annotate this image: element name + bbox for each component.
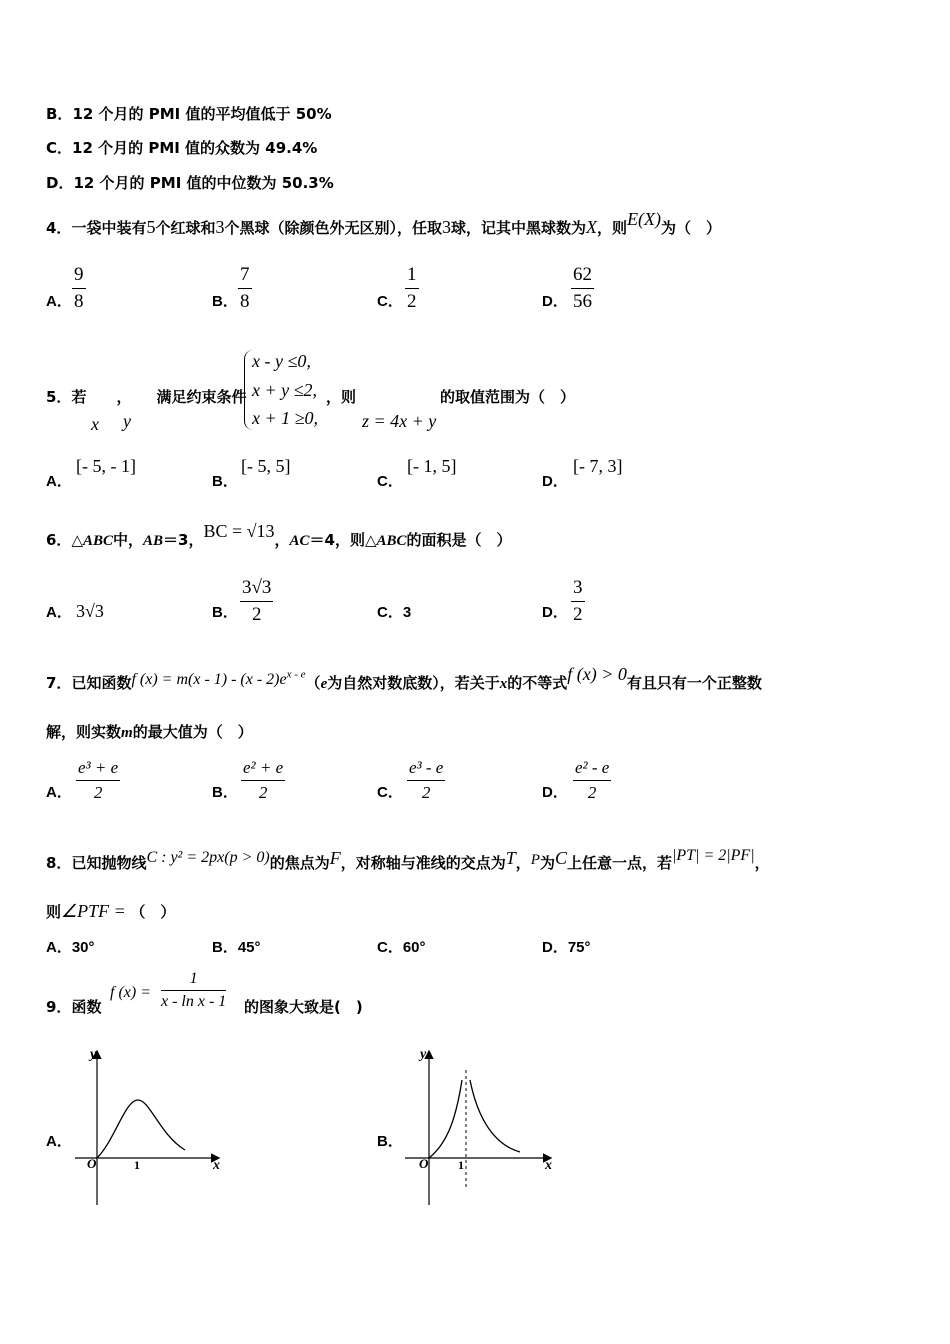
q6-option-d-fraction: 3 2 — [573, 577, 583, 625]
q7-option-a-fraction: e³ + e 2 — [78, 758, 119, 802]
q6-option-a-value: 3√3 — [76, 601, 104, 621]
q9-function-fraction: 1 x - ln x - 1 — [161, 970, 227, 1010]
q6-option-c: C．3 — [377, 604, 412, 621]
q5-var-x: x — [91, 414, 99, 434]
q7-stem-line2: 解，则实数m的最大值为（ ） — [46, 723, 253, 741]
q6-option-d-label: D． — [542, 604, 568, 621]
tick-1-label: 1 — [134, 1158, 140, 1172]
q5-constraint-1: x - y ≤0, — [252, 351, 311, 371]
q8-option-c: C．60° — [377, 939, 426, 956]
origin-label: O — [419, 1156, 429, 1171]
q4-option-d-label: D． — [542, 293, 568, 310]
q5-var-y: y — [123, 411, 131, 431]
graph-a-curve — [97, 1100, 185, 1158]
q4-option-c-label: C． — [377, 293, 403, 310]
q8-option-b: B．45° — [212, 939, 261, 956]
q9-graph-b-label: B． — [377, 1133, 403, 1150]
q7-option-a-label: A． — [46, 784, 72, 801]
q8-stem-line1: 8．已知抛物线C : y² = 2px(p > 0)的焦点为F，对称轴与准线的交点为T，P为C上任意一点，若|PT| = 2|PF|， — [46, 847, 770, 872]
tick-1-label: 1 — [458, 1158, 464, 1172]
q4-option-d-fraction: 62 56 — [573, 264, 592, 312]
q5-option-a-value: [- 5, - 1] — [76, 456, 136, 476]
q7-option-c-fraction: e³ - e 2 — [409, 758, 444, 802]
q5-stem-a: 5．若 ， 满足约束条件 — [46, 388, 247, 406]
q4-option-c-fraction: 1 2 — [407, 264, 417, 312]
q7-option-d-label: D． — [542, 784, 568, 801]
q9-graph-b — [400, 1040, 560, 1210]
q5-option-b-value: [- 5, 5] — [241, 456, 291, 476]
x-label: x — [213, 1158, 220, 1173]
q8-stem-line2: 则∠PTF = （ ） — [46, 901, 176, 921]
q7-stem-line1: 7．已知函数f $(x) = m(x - 1) - (x - 2)e^{x - e}(e$为自然对数底数），若关于x的不等式f (x) > 0有且只有一个正整数 — [46, 664, 762, 692]
q5-constraint-3: x + 1 ≥0, — [252, 408, 319, 428]
q4-option-b-label: B． — [212, 293, 238, 310]
q9-graph-a-label: A． — [46, 1133, 72, 1150]
q3-option-b: B．12 个月的 PMI 值的平均值低于 50% — [46, 105, 332, 123]
q5-option-d-value: [- 7, 3] — [573, 456, 623, 476]
q7-option-d-fraction: e² - e 2 — [575, 758, 610, 802]
graph-b-left-branch — [429, 1080, 462, 1158]
q4-stem: 4．一袋中装有5个红球和3个黑球（除颜色外无区别），任取3球，记其中黑球数为X，则E(X)为（ ） — [46, 209, 722, 237]
y-label: y — [90, 1047, 97, 1062]
y-label: y — [420, 1047, 427, 1062]
q5-then: ，则 — [326, 388, 357, 406]
q5-constraint-2: x + y ≤2, — [252, 380, 318, 400]
q8-option-d: D．75° — [542, 939, 591, 956]
q9-stem-a: 9．函数 — [46, 998, 102, 1016]
q5-option-d: D． — [542, 473, 568, 490]
q6-option-b-fraction: 3√3 2 — [242, 577, 272, 625]
q5-option-c-value: [- 1, 5] — [407, 456, 457, 476]
q6-option-b-label: B． — [212, 604, 238, 621]
q3-option-d: D．12 个月的 PMI 值的中位数为 50.3% — [46, 174, 334, 192]
q5-objective: z = 4x + y — [362, 411, 437, 431]
q3-option-c: C．12 个月的 PMI 值的众数为 49.4% — [46, 139, 318, 157]
q7-option-b-fraction: e² + e 2 — [243, 758, 284, 802]
q5-option-b: B． — [212, 473, 238, 490]
q4-option-b-fraction: 7 8 — [240, 264, 250, 312]
q7-option-b-label: B． — [212, 784, 238, 801]
origin-label: O — [87, 1156, 97, 1171]
x-label: x — [545, 1158, 552, 1173]
q5-option-c: C． — [377, 473, 403, 490]
q5-option-a: A． — [46, 473, 72, 490]
q7-option-c-label: C． — [377, 784, 403, 801]
q6-option-a-label: A． — [46, 604, 72, 621]
q4-option-a-label: A． — [46, 293, 72, 310]
q4-option-a-fraction: 9 8 — [74, 264, 84, 312]
graph-b-right-branch — [470, 1080, 520, 1152]
q5-stem-b: 的取值范围为（ ） — [440, 388, 576, 406]
q9-graph-a — [70, 1040, 230, 1210]
q9-stem-b: 的图象大致是( ) — [244, 998, 363, 1016]
q9-function-lhs: f (x) = — [110, 984, 151, 1001]
q8-option-a: A．30° — [46, 939, 95, 956]
q6-stem: 6．△ABC中，AB＝3，BC = √13，AC＝4，则△ABC的面积是（ ） — [46, 521, 512, 549]
